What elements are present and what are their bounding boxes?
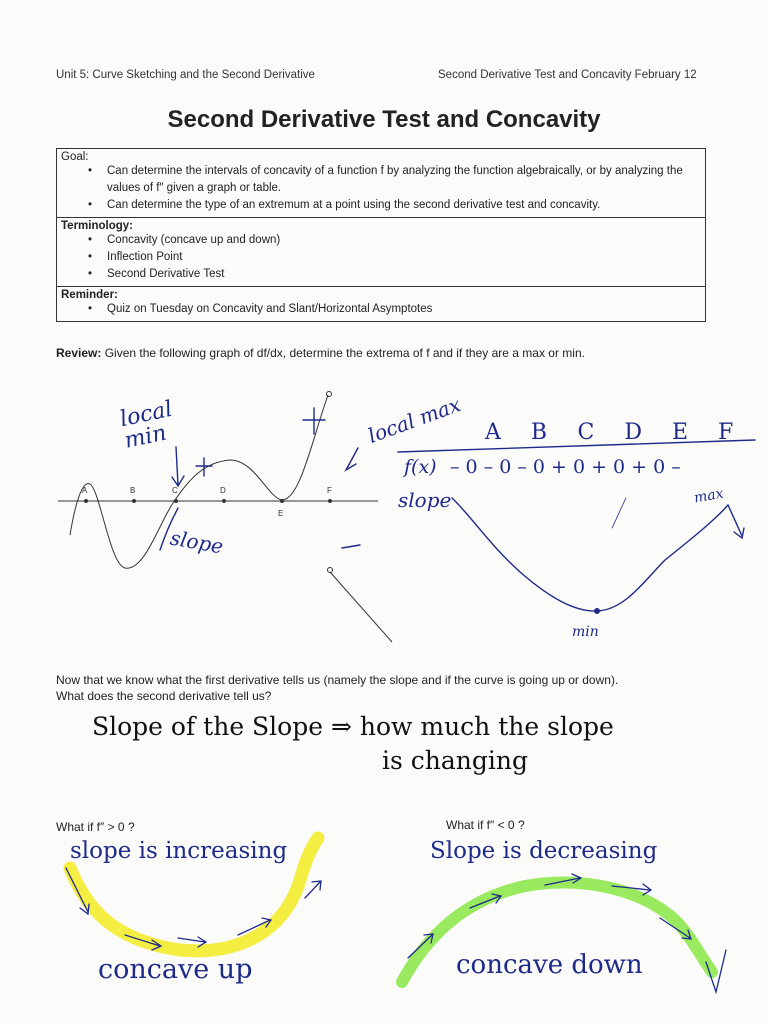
- term-item: • Inflection Point: [107, 249, 701, 266]
- goal-item: • Can determine the type of an extremum at a point using the second derivative test and concavity.: [107, 197, 701, 214]
- case-pos-note: slope is increasing: [70, 838, 288, 864]
- concave-down-label: concave down: [456, 950, 643, 980]
- sign-col-e: E: [671, 420, 719, 445]
- case-neg-note: Slope is decreasing: [430, 838, 658, 864]
- review-label: Review:: [56, 346, 102, 360]
- question-line-2: What does the second derivative tell us?: [56, 689, 272, 703]
- date-header: Second Derivative Test and Concavity February 12: [438, 69, 697, 81]
- point-b: [132, 499, 136, 503]
- max-note: max: [692, 485, 725, 507]
- label-e: E: [278, 509, 284, 518]
- sign-chart-row: – 0 – 0 – 0 + 0 + 0 + 0 –: [450, 456, 681, 478]
- answer-line-1: Slope of the Slope ⇒ how much the slope: [92, 712, 614, 741]
- answer-line-2: is changing: [382, 746, 528, 775]
- arrow-down-icon: [728, 505, 744, 538]
- question-line-1: Now that we know what the first derivative tells us (namely the slope and if the curve is going up or down).: [56, 673, 619, 687]
- stray-mark-icon: [612, 498, 626, 528]
- reminder-item: • Quiz on Tuesday on Concavity and Slant/Horizontal Asymptotes: [107, 301, 701, 318]
- plus-mark-icon: [303, 408, 325, 434]
- slope-note-left: slope: [168, 525, 226, 559]
- label-f: F: [327, 486, 332, 495]
- terminology-label: Terminology:: [61, 220, 133, 232]
- segment: [330, 572, 392, 642]
- arrow-down-icon: [172, 447, 184, 486]
- review-text: Given the following graph of df/dx, determine the extrema of f and if they are a max or min.: [104, 346, 585, 360]
- unit-header: Unit 5: Curve Sketching and the Second Derivative: [56, 69, 315, 81]
- label-c: C: [172, 486, 178, 495]
- sign-col-c: C: [577, 420, 625, 445]
- sign-chart-header: [485, 420, 763, 445]
- slope-note-right: slope: [398, 488, 452, 512]
- reminder-label: Reminder:: [61, 289, 118, 301]
- point-e: [280, 499, 284, 503]
- page-title: Second Derivative Test and Concavity: [167, 106, 601, 133]
- f-sketch-curve: [452, 498, 728, 611]
- dash-mark-icon: [342, 545, 360, 548]
- term-item: • Concavity (concave up and down): [107, 232, 701, 249]
- label-a: A: [82, 486, 88, 495]
- open-endpoint: [328, 568, 333, 573]
- goal-item: • Can determine the intervals of concavity of a function f by analyzing the function algebraically, or by analyzing the values of f″ given a graph or table.: [107, 163, 701, 197]
- point-d: [222, 499, 226, 503]
- term-item: • Second Derivative Test: [107, 266, 701, 283]
- local-min-note: local min: [117, 396, 175, 454]
- sign-col-f: F: [718, 420, 764, 445]
- local-max-note: local max: [364, 392, 464, 448]
- point-c: [174, 499, 178, 503]
- goal-label: Goal:: [61, 151, 89, 163]
- second-derivative-question: [56, 672, 618, 704]
- open-endpoint: [327, 392, 332, 397]
- arrow-icon: [305, 881, 321, 898]
- label-b: B: [130, 486, 136, 495]
- sign-col-a: A: [485, 420, 531, 445]
- min-point: [594, 608, 600, 614]
- concave-up-label: concave up: [98, 954, 253, 985]
- sign-col-d: D: [624, 420, 672, 445]
- case-pos-question: What if f″ > 0 ?: [56, 820, 135, 834]
- sign-chart-row-label: f(x): [404, 456, 437, 478]
- arrow-icon: [346, 448, 358, 470]
- point-f: [328, 499, 332, 503]
- label-d: D: [220, 486, 226, 495]
- point-a: [84, 499, 88, 503]
- sign-col-b: B: [530, 420, 578, 445]
- case-neg-question: What if f″ < 0 ?: [446, 818, 525, 832]
- min-note: min: [572, 624, 599, 640]
